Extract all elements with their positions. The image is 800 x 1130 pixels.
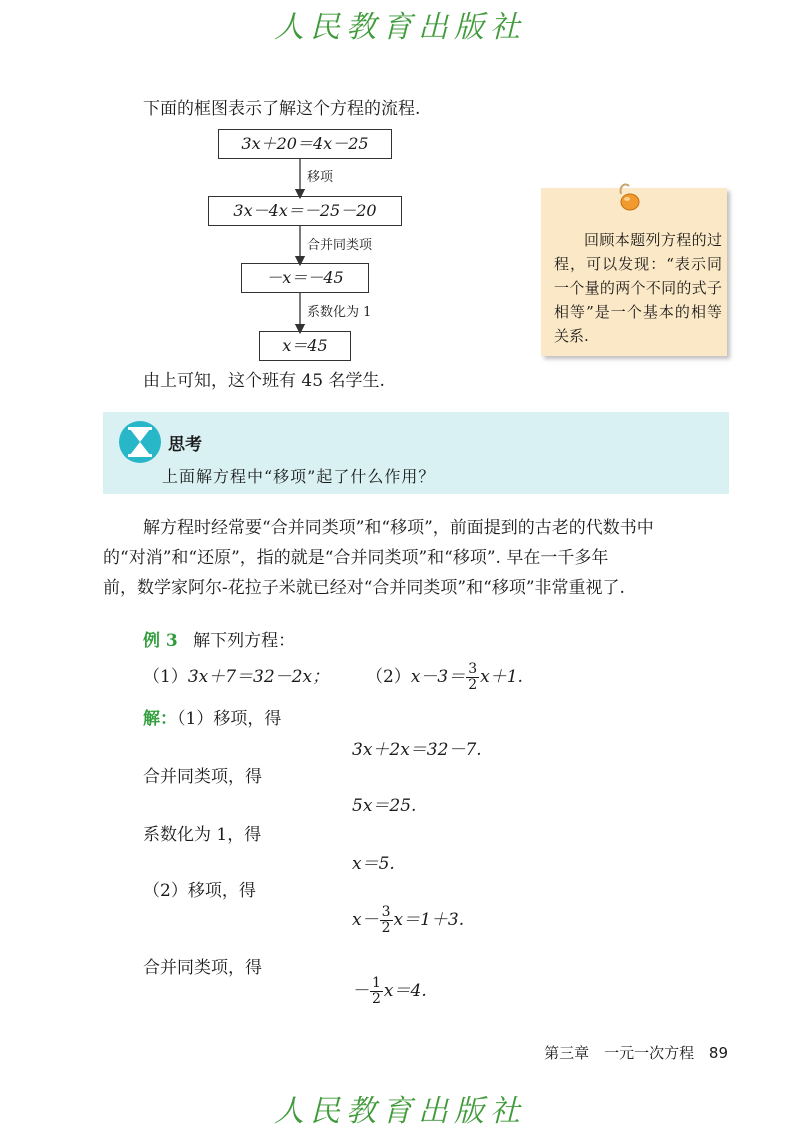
- solution-step-3: 系数化为 1，得: [143, 825, 262, 845]
- solution-step-4: （2）移项，得: [143, 881, 256, 901]
- problem-2-left: x－3＝: [410, 667, 466, 687]
- flow-step-1: 3x＋20＝4x－25: [218, 129, 392, 159]
- problem-1-label: （1）: [143, 667, 188, 687]
- flow-arrow-label-3: 系数化为 1: [307, 305, 372, 320]
- solution-equation-3: x＝5.: [352, 854, 395, 874]
- pin-icon: [615, 180, 645, 214]
- example-prompt: 解下列方程：: [193, 631, 296, 651]
- solution-equation-1: 3x＋2x＝32－7.: [352, 740, 482, 760]
- think-title: 思考: [168, 435, 202, 455]
- solution-label: 解：: [143, 709, 177, 729]
- solution-step-1: 解：（1）移项，得: [143, 709, 282, 729]
- problem-1: [143, 664, 329, 690]
- problem-2: [366, 662, 523, 693]
- intro-text: 下面的框图表示了解这个方程的流程.: [143, 99, 421, 119]
- example-label: 例 3: [143, 631, 178, 651]
- fraction: $\frac{3}{2}$: [381, 904, 391, 936]
- solution-equation-2: 5x＝25.: [352, 796, 417, 816]
- paragraph-line: 解方程时经常要“合并同类项”和“移项”，前面提到的古老的代数书中: [143, 518, 654, 538]
- page-footer: [544, 1042, 728, 1063]
- problem-1-equation: 3x＋7＝32－2x；: [187, 667, 330, 687]
- page-number: 89: [708, 1044, 728, 1062]
- flow-step-4: x＝45: [259, 331, 351, 361]
- paragraph-line: 的“对消”和“还原”，指的就是“合并同类项”和“移项”. 早在一千多年: [103, 548, 609, 568]
- solution-step-5: 合并同类项，得: [143, 958, 262, 978]
- fraction: $\frac{3}{2}$: [468, 661, 478, 693]
- solution-equation-4: x－ $\frac{3}{2}$ x＝1＋3.: [352, 904, 465, 936]
- publisher-logo-footer: 人民教育出版社: [274, 1094, 526, 1129]
- chapter-title: 第三章 一元一次方程: [544, 1044, 695, 1062]
- fraction: $\frac{1}{2}$: [372, 975, 381, 1007]
- flow-step-2: 3x－4x＝－25－20: [208, 196, 402, 226]
- flow-arrow-label-1: 移项: [307, 170, 334, 185]
- problem-2-label: （2）: [366, 667, 411, 687]
- example-heading: [143, 628, 295, 654]
- flow-arrow-label-2: 合并同类项: [307, 238, 373, 253]
- problem-2-right: x＋1.: [480, 667, 523, 687]
- conclusion-text: 由上可知，这个班有 45 名学生.: [143, 371, 385, 391]
- publisher-logo-header: 人民教育出版社: [274, 10, 526, 45]
- think-question: 上面解方程中“移项”起了什么作用？: [162, 467, 436, 486]
- flow-step-3: －x＝－45: [241, 263, 369, 293]
- solution-equation-5: － $\frac{1}{2}$ x＝4.: [352, 975, 427, 1007]
- solution-step-2: 合并同类项，得: [143, 767, 262, 787]
- body-paragraph: [143, 513, 733, 543]
- paragraph-line: 前，数学家阿尔-花拉子米就已经对“合并同类项”和“移项”非常重视了.: [103, 578, 625, 598]
- hourglass-icon: [118, 420, 162, 464]
- note-text: 回顾本题列方程的过程，可以发现：“表示同一个量的两个不同的式子相等”是一个基本的相等关系.: [554, 231, 722, 345]
